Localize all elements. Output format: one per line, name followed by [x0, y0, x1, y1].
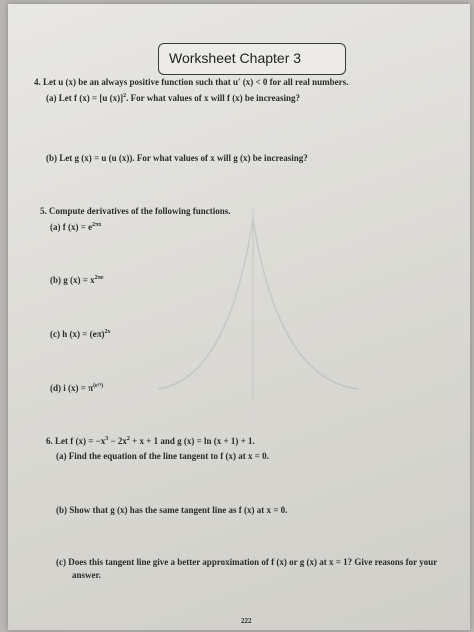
q5d-label: (d) i (x) = π — [50, 383, 94, 393]
q6-stem-post: + x + 1 and g (x) = ln (x + 1) + 1. — [129, 436, 255, 446]
q4a-rest: . For what values of x will f (x) be increasing? — [126, 93, 301, 103]
q5-stem: 5. Compute derivatives of the following functions. — [40, 206, 231, 216]
q4a-sup: 2 — [123, 93, 127, 99]
q5a-label: (a) f (x) = e — [50, 222, 93, 232]
q6-stem — [46, 435, 255, 447]
title-box — [158, 43, 346, 75]
q4a-label: (a) Let f (x) = [u (x)] — [46, 93, 124, 103]
worksheet-page — [8, 4, 470, 630]
q6-stem-mid: − 2x — [108, 436, 127, 446]
q5c-sup: 2x — [104, 329, 111, 335]
q5a-sup: 2πx — [92, 222, 102, 228]
q5b-label: (b) g (x) = x — [50, 275, 95, 285]
q5c — [50, 328, 111, 340]
q6c-line2: answer. — [72, 570, 101, 580]
bleed-through-graph — [158, 209, 358, 399]
q6-stem-sup2: 2 — [126, 436, 130, 442]
q5d — [50, 382, 103, 394]
q6c-line1: (c) Does this tangent line give a better approximation of f (x) or g (x) at x = 1? Give reasons for your — [56, 557, 438, 567]
page-number: 222 — [241, 617, 252, 625]
q4-stem: 4. Let u (x) be an always positive function such that u′ (x) < 0 for all real numbers. — [34, 77, 349, 87]
q6a: (a) Find the equation of the line tangent to f (x) at x = 0. — [56, 451, 269, 461]
q6b: (b) Show that g (x) has the same tangent line as f (x) at x = 0. — [56, 505, 288, 515]
q5d-sup: (e²ˣ) — [93, 383, 104, 389]
q5c-label: (c) h (x) = (eπ) — [50, 329, 105, 339]
worksheet-title: Worksheet Chapter 3 — [169, 50, 302, 66]
q4b: (b) Let g (x) = u (u (x)). For what values of x will g (x) be increasing? — [46, 153, 308, 163]
q5a — [50, 221, 101, 233]
q5b — [50, 274, 104, 286]
q4a — [46, 92, 300, 104]
q5b-sup: 2πe — [94, 275, 104, 281]
q6-stem-sup1: 3 — [105, 436, 109, 442]
q6-stem-pre: 6. Let f (x) = −x — [46, 436, 106, 446]
